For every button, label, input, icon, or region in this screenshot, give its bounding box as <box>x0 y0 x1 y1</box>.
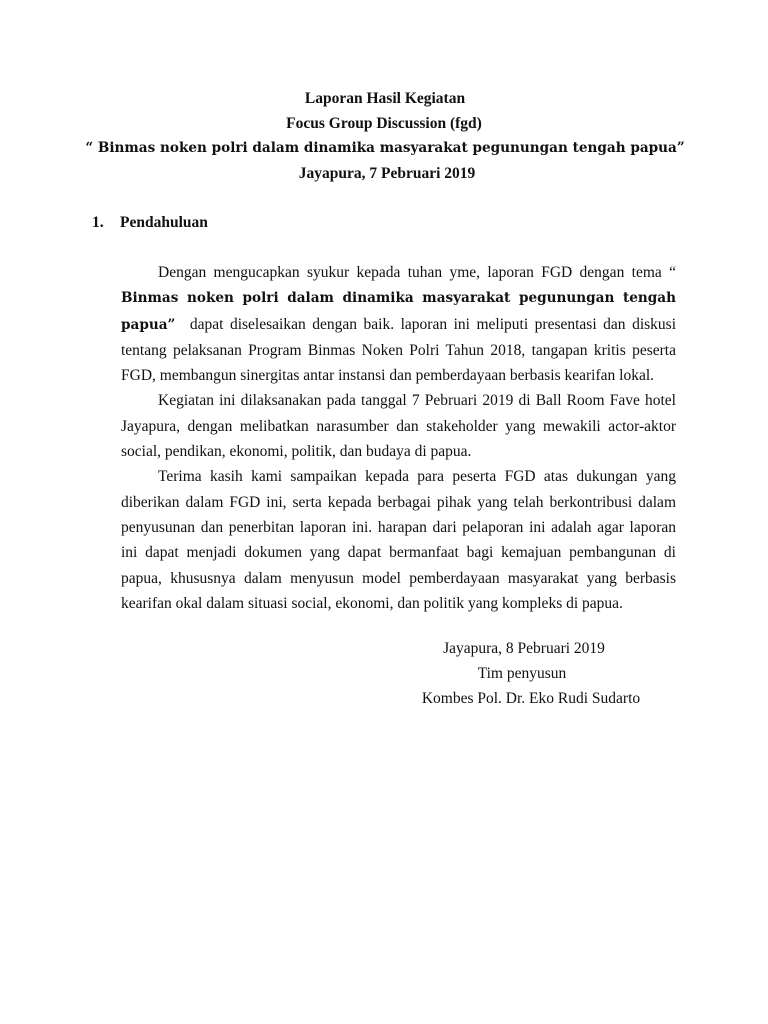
signature-team: Tim penyusun <box>477 665 567 682</box>
section-title: Pendahuluan <box>120 214 208 231</box>
paragraph-1-theme: Binmas noken polri dalam dinamika masyarakat pegunungan tengah papua” <box>121 290 676 333</box>
report-theme: “ Binmas noken polri dalam dinamika masyarakat pegunungan tengah papua” <box>85 140 685 156</box>
signature-place-date: Jayapura, 8 Pebruari 2019 <box>443 640 605 657</box>
title-block <box>0 86 768 186</box>
section-heading <box>92 212 208 234</box>
section-number: 1. <box>92 214 104 231</box>
paragraph-2: Kegiatan ini dilaksanakan pada tanggal 7 Pebruari 2019 di Ball Room Fave hotel Jayapura, dengan melibatkan narasumber dan stakeholder yang mewakili actor-aktor social, pendikan, ekonomi, politik, dan budaya di papua. <box>121 392 676 461</box>
paragraph-3: Terima kasih kami sampaikan kepada para peserta FGD atas dukungan yang diberikan dalam FGD ini, serta kepada berbagai pihak yang telah berkontribusi dalam penyusunan dan penerbitan laporan ini. harapan dari pelaporan ini adalah agar laporan ini dapat menjadi dokumen yang dapat bermanfaat bagi kemajuan pembangunan di papua, khususnya dalam menyusun model pemberdayaan masyarakat yang berbasis kearifan okal dalam situasi social, ekonomi, dan politik yang kompleks di papua. <box>121 468 676 612</box>
report-date: Jayapura, 7 Pebruari 2019 <box>298 165 476 182</box>
paragraph-1-rest: dapat diselesaikan dengan baik. laporan ini meliputi presentasi dan diskusi tentang pelaksanan Program Binmas Noken Polri Tahun 2018, tangapan kritis peserta FGD, membangun sinergitas antar instansi dan pemberdayaan berbasis kearifan lokal. <box>121 315 676 385</box>
signature-block <box>400 636 644 711</box>
signature-name: Kombes Pol. Dr. Eko Rudi Sudarto <box>421 690 641 707</box>
report-title: Laporan Hasil Kegiatan <box>304 90 466 107</box>
paragraph-1 <box>121 260 676 388</box>
report-subtitle: Focus Group Discussion (fgd) <box>286 115 482 132</box>
body-text <box>121 260 676 616</box>
paragraph-1-intro: Dengan mengucapkan syukur kepada tuhan yme, laporan FGD dengan tema “ <box>158 264 676 281</box>
